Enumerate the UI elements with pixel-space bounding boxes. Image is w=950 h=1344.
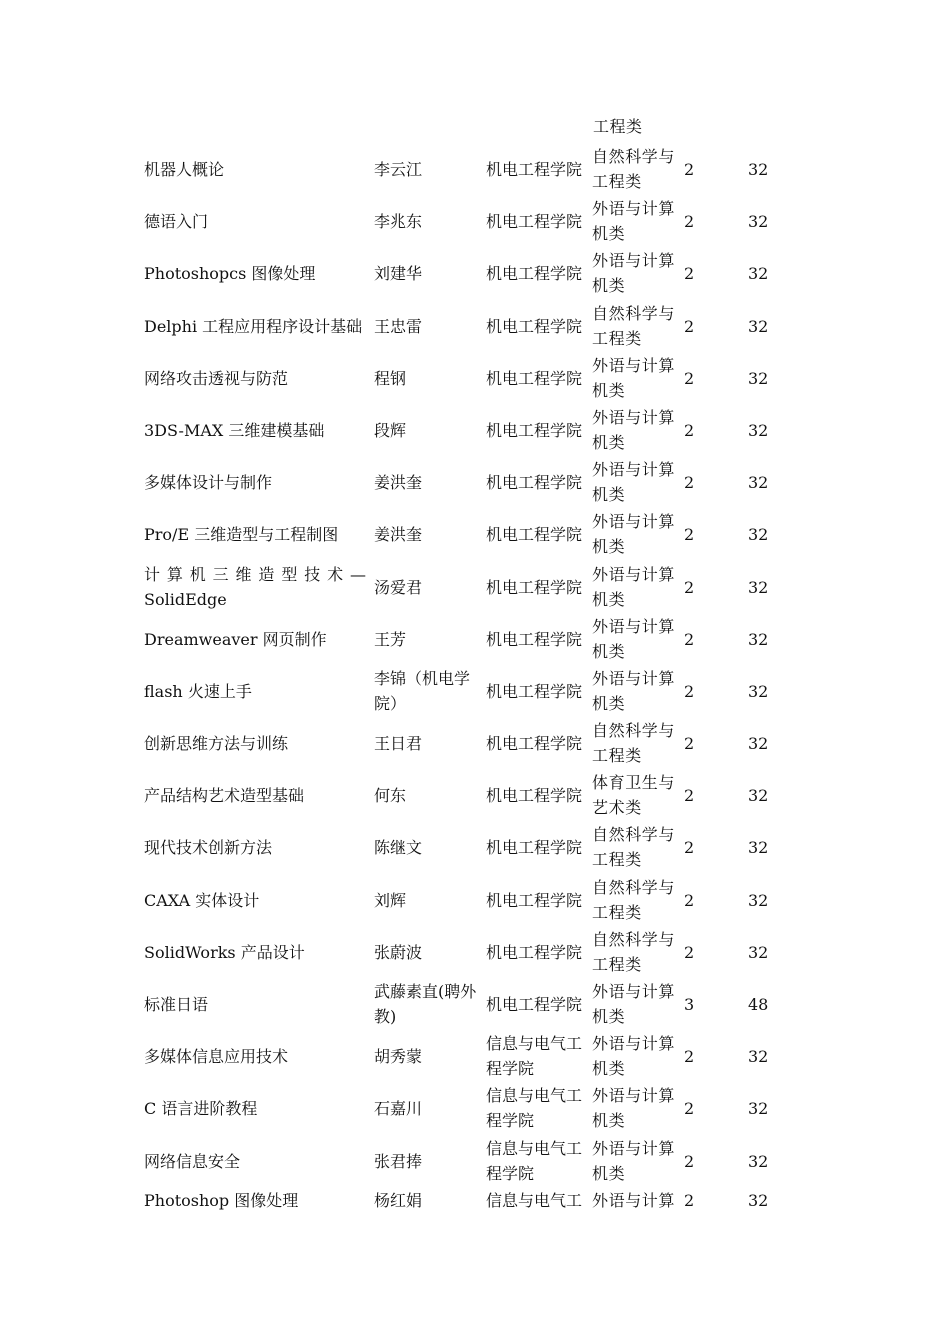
course-category: 外语与计算机类 [592,668,676,713]
college-name: 机电工程学院 [486,473,583,493]
credit-value: 3 [684,995,695,1014]
hours-value: 32 [748,316,769,336]
course-name: CAXA 实体设计 [144,890,260,910]
course-table [0,144,950,1228]
credit-value: 2 [684,1099,695,1119]
hours-value: 32 [748,942,769,962]
course-name: 3DS-MAX 三维建模基础 [144,420,325,440]
hours-value: 48 [748,995,769,1014]
credit-value: 2 [684,577,695,597]
college-name: 机电工程学院 [486,681,583,701]
table-row [0,248,950,300]
hours-value: 32 [748,1047,769,1067]
course-category: 外语与计算机类 [592,1138,676,1183]
course-category: 外语与计算机类 [592,251,676,296]
table-row [0,1031,950,1083]
teacher-name: 胡秀蒙 [374,1047,423,1067]
table-row [0,509,950,561]
hours-value: 32 [748,734,769,754]
college-name: 机电工程学院 [486,212,583,232]
course-name: 多媒体设计与制作 [144,473,273,493]
course-name: 现代技术创新方法 [144,838,273,858]
course-category: 自然科学与工程类 [592,929,676,974]
table-row [0,718,950,770]
course-category: 外语与计算机类 [592,407,676,452]
hours-value: 32 [748,212,769,232]
college-name: 机电工程学院 [486,525,583,545]
college-name: 信息与电气工程学院 [486,1086,583,1131]
hours-value: 32 [748,838,769,858]
credit-value: 2 [684,786,695,806]
college-name: 机电工程学院 [486,264,583,284]
table-row [0,301,950,353]
course-name: Photoshop 图像处理 [144,1190,299,1210]
course-category: 外语与计算 [592,1190,676,1210]
table-row [0,353,950,405]
teacher-name: 刘辉 [374,890,407,910]
credit-value: 2 [684,1190,695,1210]
hours-value: 32 [748,629,769,649]
course-category: 自然科学与工程类 [592,303,676,348]
course-category: 外语与计算机类 [592,512,676,557]
credit-value: 2 [684,316,695,336]
hours-value: 32 [748,525,769,545]
college-name: 信息与电气工程学院 [486,1138,583,1183]
credit-value: 2 [684,629,695,649]
course-name: 德语入门 [144,212,209,232]
teacher-name: 张君捧 [374,1151,423,1171]
college-name: 信息与电气工程学院 [486,1034,583,1079]
hours-value: 32 [748,368,769,388]
teacher-name: 武藤素直(聘外教) [374,982,477,1026]
credit-value: 2 [684,160,695,179]
course-category: 外语与计算机类 [592,1034,676,1079]
table-row [0,666,950,718]
table-row [0,822,950,874]
course-category: 外语与计算机类 [592,460,676,505]
college-name: 机电工程学院 [486,942,583,962]
hours-value: 32 [748,786,769,806]
course-category: 外语与计算机类 [592,982,676,1026]
teacher-name: 石嘉川 [374,1099,423,1119]
teacher-name: 程钢 [374,368,407,388]
table-row [0,144,950,196]
course-category: 外语与计算机类 [592,355,676,400]
course-name: Pro/E 三维造型与工程制图 [144,525,339,545]
course-name: 标准日语 [144,995,209,1014]
teacher-name: 张蔚波 [374,942,423,962]
table-row [0,979,950,1031]
credit-value: 2 [684,264,695,284]
course-category: 外语与计算机类 [592,1086,676,1131]
credit-value: 2 [684,212,695,232]
table-row [0,562,950,614]
course-name: Dreamweaver 网页制作 [144,629,327,649]
college-name: 信息与电气工 [486,1190,583,1210]
college-name: 机电工程学院 [486,316,583,336]
credit-value: 2 [684,368,695,388]
course-category: 自然科学与工程类 [592,877,676,922]
college-name: 机电工程学院 [486,577,583,597]
course-name: 网络信息安全 [144,1151,241,1171]
teacher-name: 何东 [374,786,407,806]
teacher-name: 段辉 [374,420,407,440]
table-row [0,927,950,979]
teacher-name: 陈继文 [374,838,423,858]
credit-value: 2 [684,525,695,545]
table-row [0,770,950,822]
hours-value: 32 [748,1099,769,1119]
credit-value: 2 [684,420,695,440]
course-name: 多媒体信息应用技术 [144,1047,289,1067]
credit-value: 2 [684,681,695,701]
college-name: 机电工程学院 [486,629,583,649]
course-category: 自然科学与工程类 [592,721,676,766]
course-name: SolidWorks 产品设计 [144,942,305,962]
course-category: 自然科学与工程类 [592,825,676,870]
course-name: 产品结构艺术造型基础 [144,786,305,806]
credit-value: 2 [684,1151,695,1171]
continued-category-fragment: 工程类 [593,117,643,136]
course-category: 外语与计算机类 [592,616,676,661]
credit-value: 2 [684,942,695,962]
college-name: 机电工程学院 [486,368,583,388]
course-category: 体育卫生与艺术类 [592,773,676,818]
credit-value: 2 [684,890,695,910]
hours-value: 32 [748,264,769,284]
teacher-name: 李云江 [374,160,423,179]
college-name: 机电工程学院 [486,890,583,910]
teacher-name: 姜洪奎 [374,525,423,545]
teacher-name: 汤爱君 [374,577,423,597]
college-name: 机电工程学院 [486,160,583,179]
table-row [0,457,950,509]
course-category: 外语与计算机类 [592,199,676,244]
college-name: 机电工程学院 [486,995,583,1014]
table-row [0,196,950,248]
table-row [0,1083,950,1135]
teacher-name: 杨红娟 [374,1190,423,1210]
table-row [0,1136,950,1188]
hours-value: 32 [748,1190,769,1210]
table-row [0,405,950,457]
college-name: 机电工程学院 [486,420,583,440]
course-name: 机器人概论 [144,160,225,179]
credit-value: 2 [684,473,695,493]
course-category: 外语与计算机类 [592,564,676,609]
teacher-name: 李锦（机电学院） [374,668,471,713]
teacher-name: 李兆东 [374,212,423,232]
course-name: 网络攻击透视与防范 [144,368,289,388]
credit-value: 2 [684,734,695,754]
hours-value: 32 [748,577,769,597]
college-name: 机电工程学院 [486,786,583,806]
teacher-name: 王忠雷 [374,316,423,336]
course-name: flash 火速上手 [144,681,252,701]
hours-value: 32 [748,890,769,910]
credit-value: 2 [684,1047,695,1067]
table-row [0,1188,950,1228]
hours-value: 32 [748,473,769,493]
course-category: 自然科学与工程类 [592,147,676,191]
course-name: C 语言进阶教程 [144,1099,258,1119]
teacher-name: 姜洪奎 [374,473,423,493]
course-name: 创新思维方法与训练 [144,734,289,754]
course-name: 计算机三维造型技术—SolidEdge [144,564,366,609]
college-name: 机电工程学院 [486,838,583,858]
hours-value: 32 [748,160,769,179]
course-name: Photoshopcs 图像处理 [144,264,316,284]
teacher-name: 王芳 [374,629,407,649]
college-name: 机电工程学院 [486,734,583,754]
teacher-name: 刘建华 [374,264,423,284]
hours-value: 32 [748,1151,769,1171]
credit-value: 2 [684,838,695,858]
table-row [0,614,950,666]
hours-value: 32 [748,681,769,701]
table-row [0,875,950,927]
hours-value: 32 [748,420,769,440]
teacher-name: 王日君 [374,734,423,754]
course-name: Delphi 工程应用程序设计基础 [144,316,363,336]
